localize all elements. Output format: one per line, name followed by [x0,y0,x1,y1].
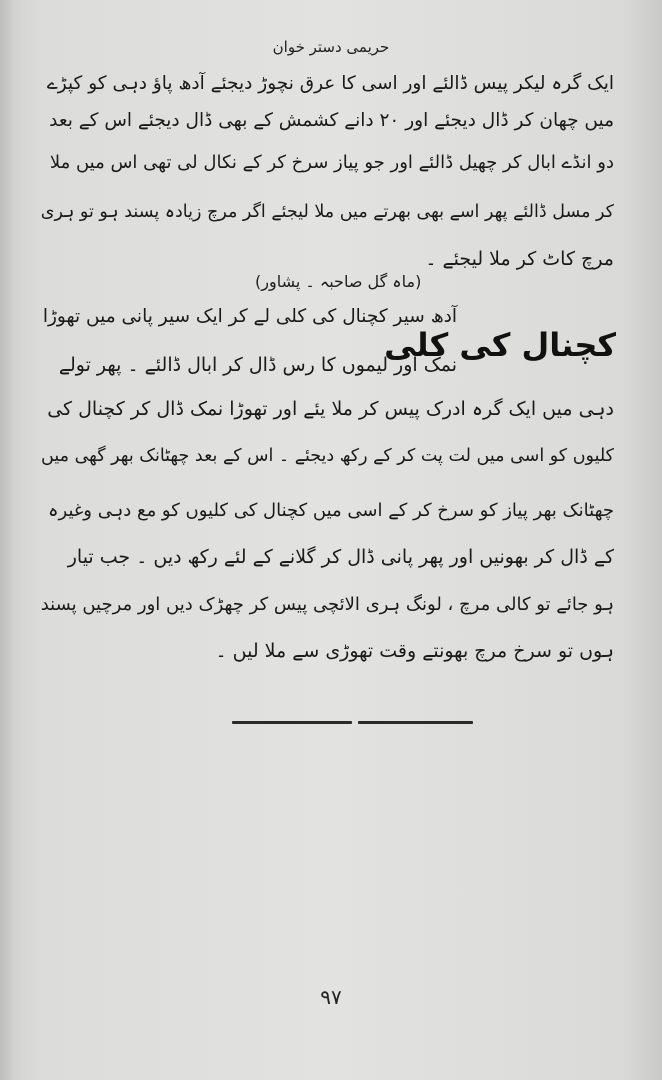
text-line: میں چھان کر ڈال دیجئے اور ۲۰ دانے کشمش کے بھی ڈال دیجئے اس کے بعد [49,110,614,131]
section-divider [232,721,352,724]
recipe-title: کچنال کی کلی [384,326,616,364]
attribution: (ماہ گل صاحبہ ۔ پشاور) [255,272,422,291]
text-line: چھٹانک بھر پیاز کو سرخ کر کے اسی میں کچنال کی کلیوں کو مع دہی وغیرہ [47,500,614,521]
text-line: دہی میں ایک گرہ ادرک پیس کر ملا یئے اور تھوڑا نمک ڈال کر کچنال کی [47,398,614,420]
running-head: حریمی دستر خوان [272,38,390,56]
text-line: کے ڈال کر بھونیں اور پھر پانی ڈال کر گلانے کے لئے رکھ دیں ۔ جب تیار [67,546,614,568]
text-line: کر مسل ڈالئے پھر اسے بھی بھرتے میں ملا لیجئے اگر مرچ زیادہ پسند ہو تو ہری [40,202,614,222]
text-line: آدھ سیر کچنال کی کلی لے کر ایک سیر پانی میں تھوڑا [42,306,457,327]
text-line: کلیوں کو اسی میں لت پت کر کے رکھ دیجئے ۔ اس کے بعد چھٹانک بھر گھی میں [41,446,614,466]
page-number: ۹۷ [320,985,342,1009]
text-line: دو انڈے ابال کر چھیل ڈالئے اور جو پیاز سرخ کر کے نکال لی تھی اس میں ملا [49,152,614,173]
text-line: ایک گرہ لیکر پیس ڈالئے اور اسی کا عرق نچوڑ دیجئے آدھ پاؤ دہی کو کپڑے [46,73,614,94]
text-line: نمک اور لیموں کا رس ڈال کر ابال ڈالئے ۔ پھر تولے [58,354,457,376]
text-line: ہوں تو سرخ مرچ بھونتے وقت تھوڑی سے ملا لیں ۔ [215,640,614,662]
section-divider [358,721,473,724]
text-line: ہو جائے تو کالی مرچ ، لونگ ہری الائچی پیس کر چھڑک دیں اور مرچیں پسند [40,594,614,615]
text-line: مرچ کاٹ کر ملا لیجئے ۔ [425,248,614,270]
